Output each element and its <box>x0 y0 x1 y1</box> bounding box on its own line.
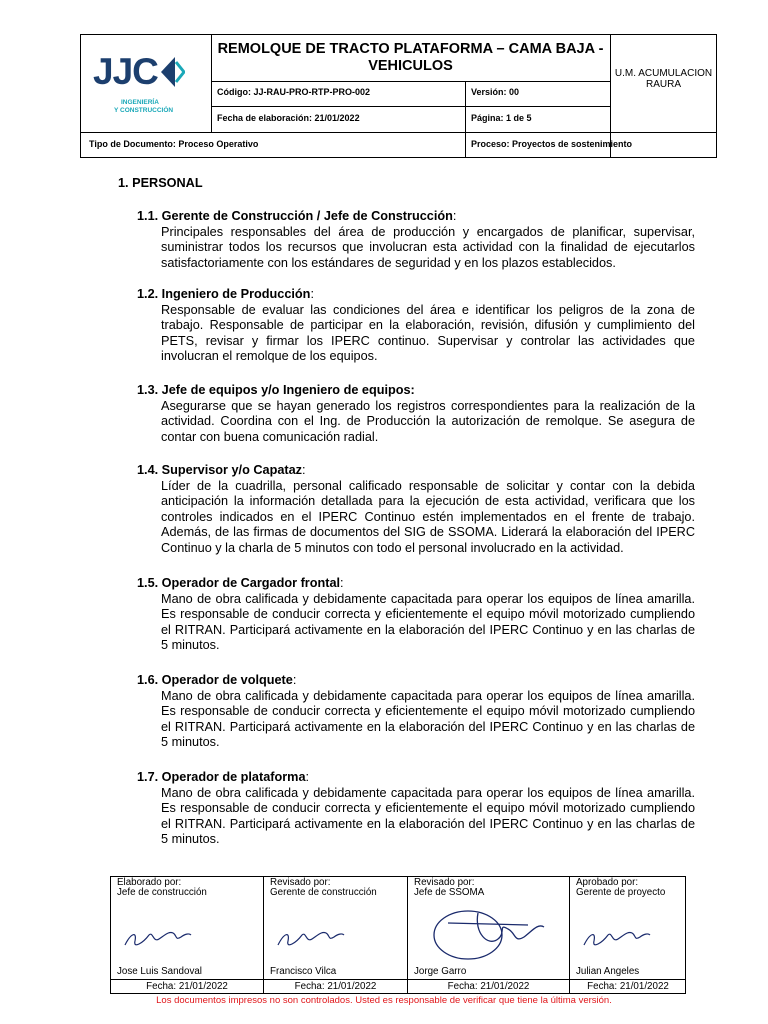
unit-label: U.M. ACUMULACION RAURA <box>614 68 713 90</box>
item-heading: 1.1. Gerente de Construcción / Jefe de Construcción <box>137 209 453 223</box>
handwritten-signature <box>582 923 652 953</box>
item-description: Responsable de evaluar las condiciones del área e identificar los peligros de la zona de trabajo. Responsable de participar en la elaboración, revisión, difusión y cumplimiento del PETS, revisar y firmar los IPERC continuo. Supervisar y controlar las actividades que involucran el remolque de los equipos. <box>161 302 695 364</box>
signature-role: Jefe de construcción <box>117 887 207 898</box>
signature-cell <box>570 877 686 979</box>
logo-wordmark: JJC <box>93 51 158 92</box>
item-colon: : <box>340 576 344 590</box>
signature-cell <box>264 877 407 979</box>
personnel-item <box>137 463 695 557</box>
personnel-item <box>137 576 695 654</box>
document-header <box>80 34 717 158</box>
logo-arrow-icon <box>161 57 185 87</box>
signer-name: Jose Luis Sandoval <box>117 966 202 977</box>
item-heading: 1.7. Operador de plataforma <box>137 770 306 784</box>
document-type: Tipo de Documento: Proceso Operativo <box>89 139 259 149</box>
item-description: Asegurarse que se hayan generado los registros correspondientes para la realización de la actividad. Coordina con el Ing. de Producción la autorización de remolque. Se asegura de contar con buena comunicación radial. <box>161 398 695 444</box>
handwritten-signature <box>276 923 346 953</box>
company-logo <box>81 35 211 132</box>
signature-date: Fecha: 21/01/2022 <box>146 981 228 992</box>
item-heading: 1.5. Operador de Cargador frontal <box>137 576 341 590</box>
handwritten-signature <box>123 923 193 953</box>
item-heading: 1.3. Jefe de equipos y/o Ingeniero de equipos: <box>137 383 415 397</box>
uncontrolled-copy-notice: Los documentos impresos no son controlados. Usted es responsable de verificar que tiene la última versión. <box>156 995 612 1006</box>
signature-role: Gerente de construcción <box>270 887 377 898</box>
signer-name: Julian Angeles <box>576 966 640 977</box>
signature-date: Fecha: 21/01/2022 <box>294 981 377 992</box>
item-heading: 1.6. Operador de volquete <box>137 673 293 687</box>
item-colon: : <box>452 209 457 223</box>
signature-label: Elaborado por: <box>117 877 182 888</box>
signature-cell <box>111 877 263 979</box>
item-colon: : <box>310 287 314 301</box>
signature-role: Jefe de SSOMA <box>414 887 485 898</box>
section-title: 1. PERSONAL <box>118 176 203 190</box>
item-colon: : <box>302 463 306 477</box>
document-title: REMOLQUE DE TRACTO PLATAFORMA – CAMA BAJA - VEHICULOS <box>217 41 604 74</box>
signer-name: Jorge Garro <box>414 966 467 977</box>
item-heading: 1.2. Ingeniero de Producción <box>137 287 311 301</box>
item-description: Principales responsables del área de producción y encargados de planificar, supervisar, suministrar todos los recursos que involucran esta actividad con la finalidad de ejecutarlos satisfactoriamente con los estándares de seguridad y en los plazos establecidos. <box>161 224 695 270</box>
logo-subtitle-1: INGENIERÍA <box>121 99 159 106</box>
item-colon: : <box>305 770 310 784</box>
signature-date: Fecha: 21/01/2022 <box>447 981 530 992</box>
personnel-item <box>137 209 695 271</box>
signature-label: Aprobado por: <box>576 877 639 888</box>
process-label: Proceso: Proyectos de sostenimiento <box>471 139 633 149</box>
personnel-item <box>137 673 695 751</box>
document-version: Versión: 00 <box>471 87 520 97</box>
item-description: Líder de la cuadrilla, personal calificado responsable de solicitar y contar con la debida anticipación la información detallada para la ejecución de esta actividad, verificara que los controles indicados en el IPERC Continuo estén implementados en el frente de trabajo. Además, de las firmas de documentos del SIG de SSOMA. Liderará la elaboración del IPERC Continuo y la charla de 5 minutos con todo el personal involucrado en la actividad. <box>161 478 695 555</box>
logo-subtitle-2: Y CONSTRUCCIÓN <box>114 107 174 114</box>
signer-name: Francisco Vilca <box>270 966 337 977</box>
item-heading: 1.4. Supervisor y/o Capataz <box>137 463 302 477</box>
item-description: Mano de obra calificada y debidamente capacitada para operar los equipos de línea amarilla. Es responsable de conducir correcta y eficientemente el equipo móvil motorizado cumpliendo el RITRAN. Participará activamente en la elaboración del IPERC Continuo y en las charlas de 5 minutos. <box>161 591 695 653</box>
document-code: Código: JJ-RAU-PRO-RTP-PRO-002 <box>217 87 371 97</box>
personnel-item <box>137 383 695 445</box>
signature-label: Revisado por: <box>414 877 475 888</box>
page-number: Página: 1 de 5 <box>471 113 532 123</box>
personnel-item <box>137 287 695 365</box>
signature-date: Fecha: 21/01/2022 <box>587 981 669 992</box>
signature-label: Revisado por: <box>270 877 331 888</box>
item-description: Mano de obra calificada y debidamente capacitada para operar los equipos de línea amarilla. Es responsable de conducir correcta y eficientemente el equipo móvil motorizado cumpliendo el RITRAN. Participará activamente en la elaboración del IPERC Continuo y en las charlas de 5 minutos. <box>161 785 695 847</box>
personnel-item <box>137 770 695 848</box>
signature-table <box>110 876 686 994</box>
item-colon: : <box>292 673 297 687</box>
elaboration-date: Fecha de elaboración: 21/01/2022 <box>217 113 360 123</box>
handwritten-signature <box>428 903 548 963</box>
signature-cell <box>408 877 569 979</box>
signature-role: Gerente de proyecto <box>576 887 666 898</box>
item-description: Mano de obra calificada y debidamente capacitada para operar los equipos de línea amarilla. Es responsable de conducir correcta y eficientemente el equipo móvil motorizado cumpliendo el RITRAN. Participará activamente en la elaboración del IPERC Continuo y en las charlas de 5 minutos. <box>161 688 695 750</box>
